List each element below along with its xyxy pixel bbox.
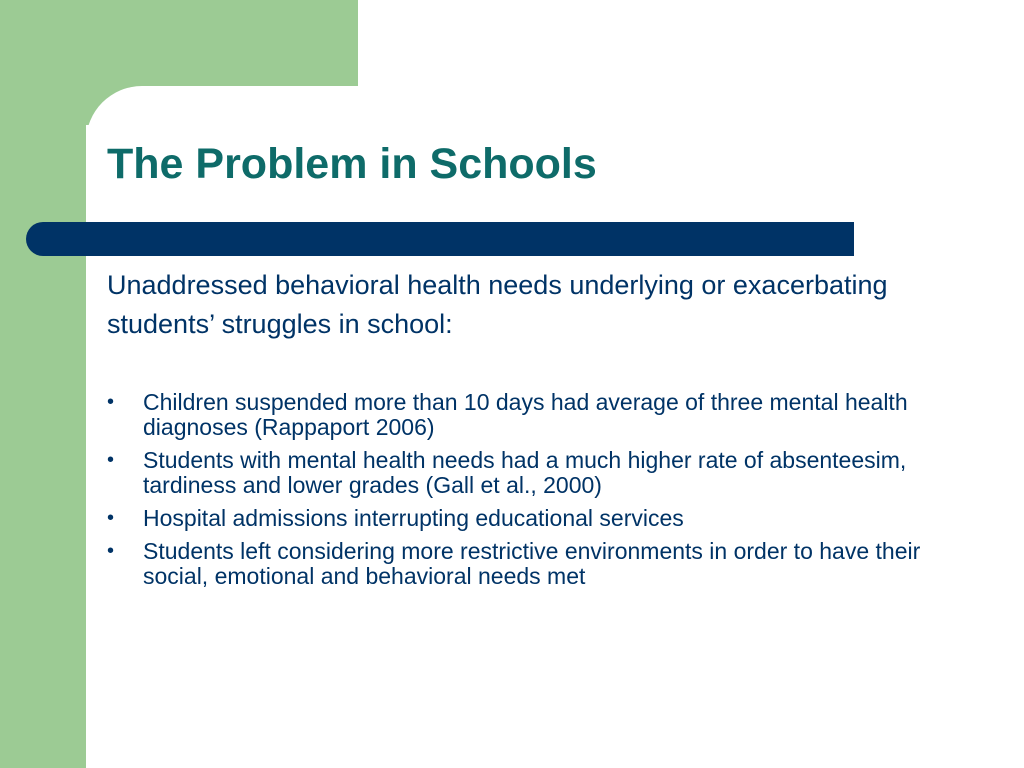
- bullet-text: Hospital admissions interrupting educational services: [143, 505, 684, 531]
- bullet-icon: •: [107, 449, 115, 471]
- bullet-icon: •: [107, 507, 115, 529]
- slide-title: The Problem in Schools: [107, 140, 597, 188]
- bullet-item: [107, 448, 967, 498]
- title-underline-bar: [26, 222, 854, 256]
- green-frame-left: [0, 0, 86, 768]
- bullet-item: [107, 506, 967, 531]
- bullet-text: Students with mental health needs had a much higher rate of absenteesim, tardiness and lower grades (Gall et al., 2000): [143, 447, 907, 498]
- bullet-text: Students left considering more restrictive environments in order to have their social, emotional and behavioral needs met: [143, 538, 921, 589]
- bullet-list: [107, 390, 967, 597]
- bullet-text: Children suspended more than 10 days had average of three mental health diagnoses (Rappaport 2006): [143, 389, 908, 440]
- intro-text: Unaddressed behavioral health needs underlying or exacerbating students’ struggles in school:: [107, 270, 888, 339]
- bullet-icon: •: [107, 391, 115, 413]
- bullet-item: [107, 539, 967, 589]
- bullet-item: [107, 390, 967, 440]
- bullet-icon: •: [107, 540, 115, 562]
